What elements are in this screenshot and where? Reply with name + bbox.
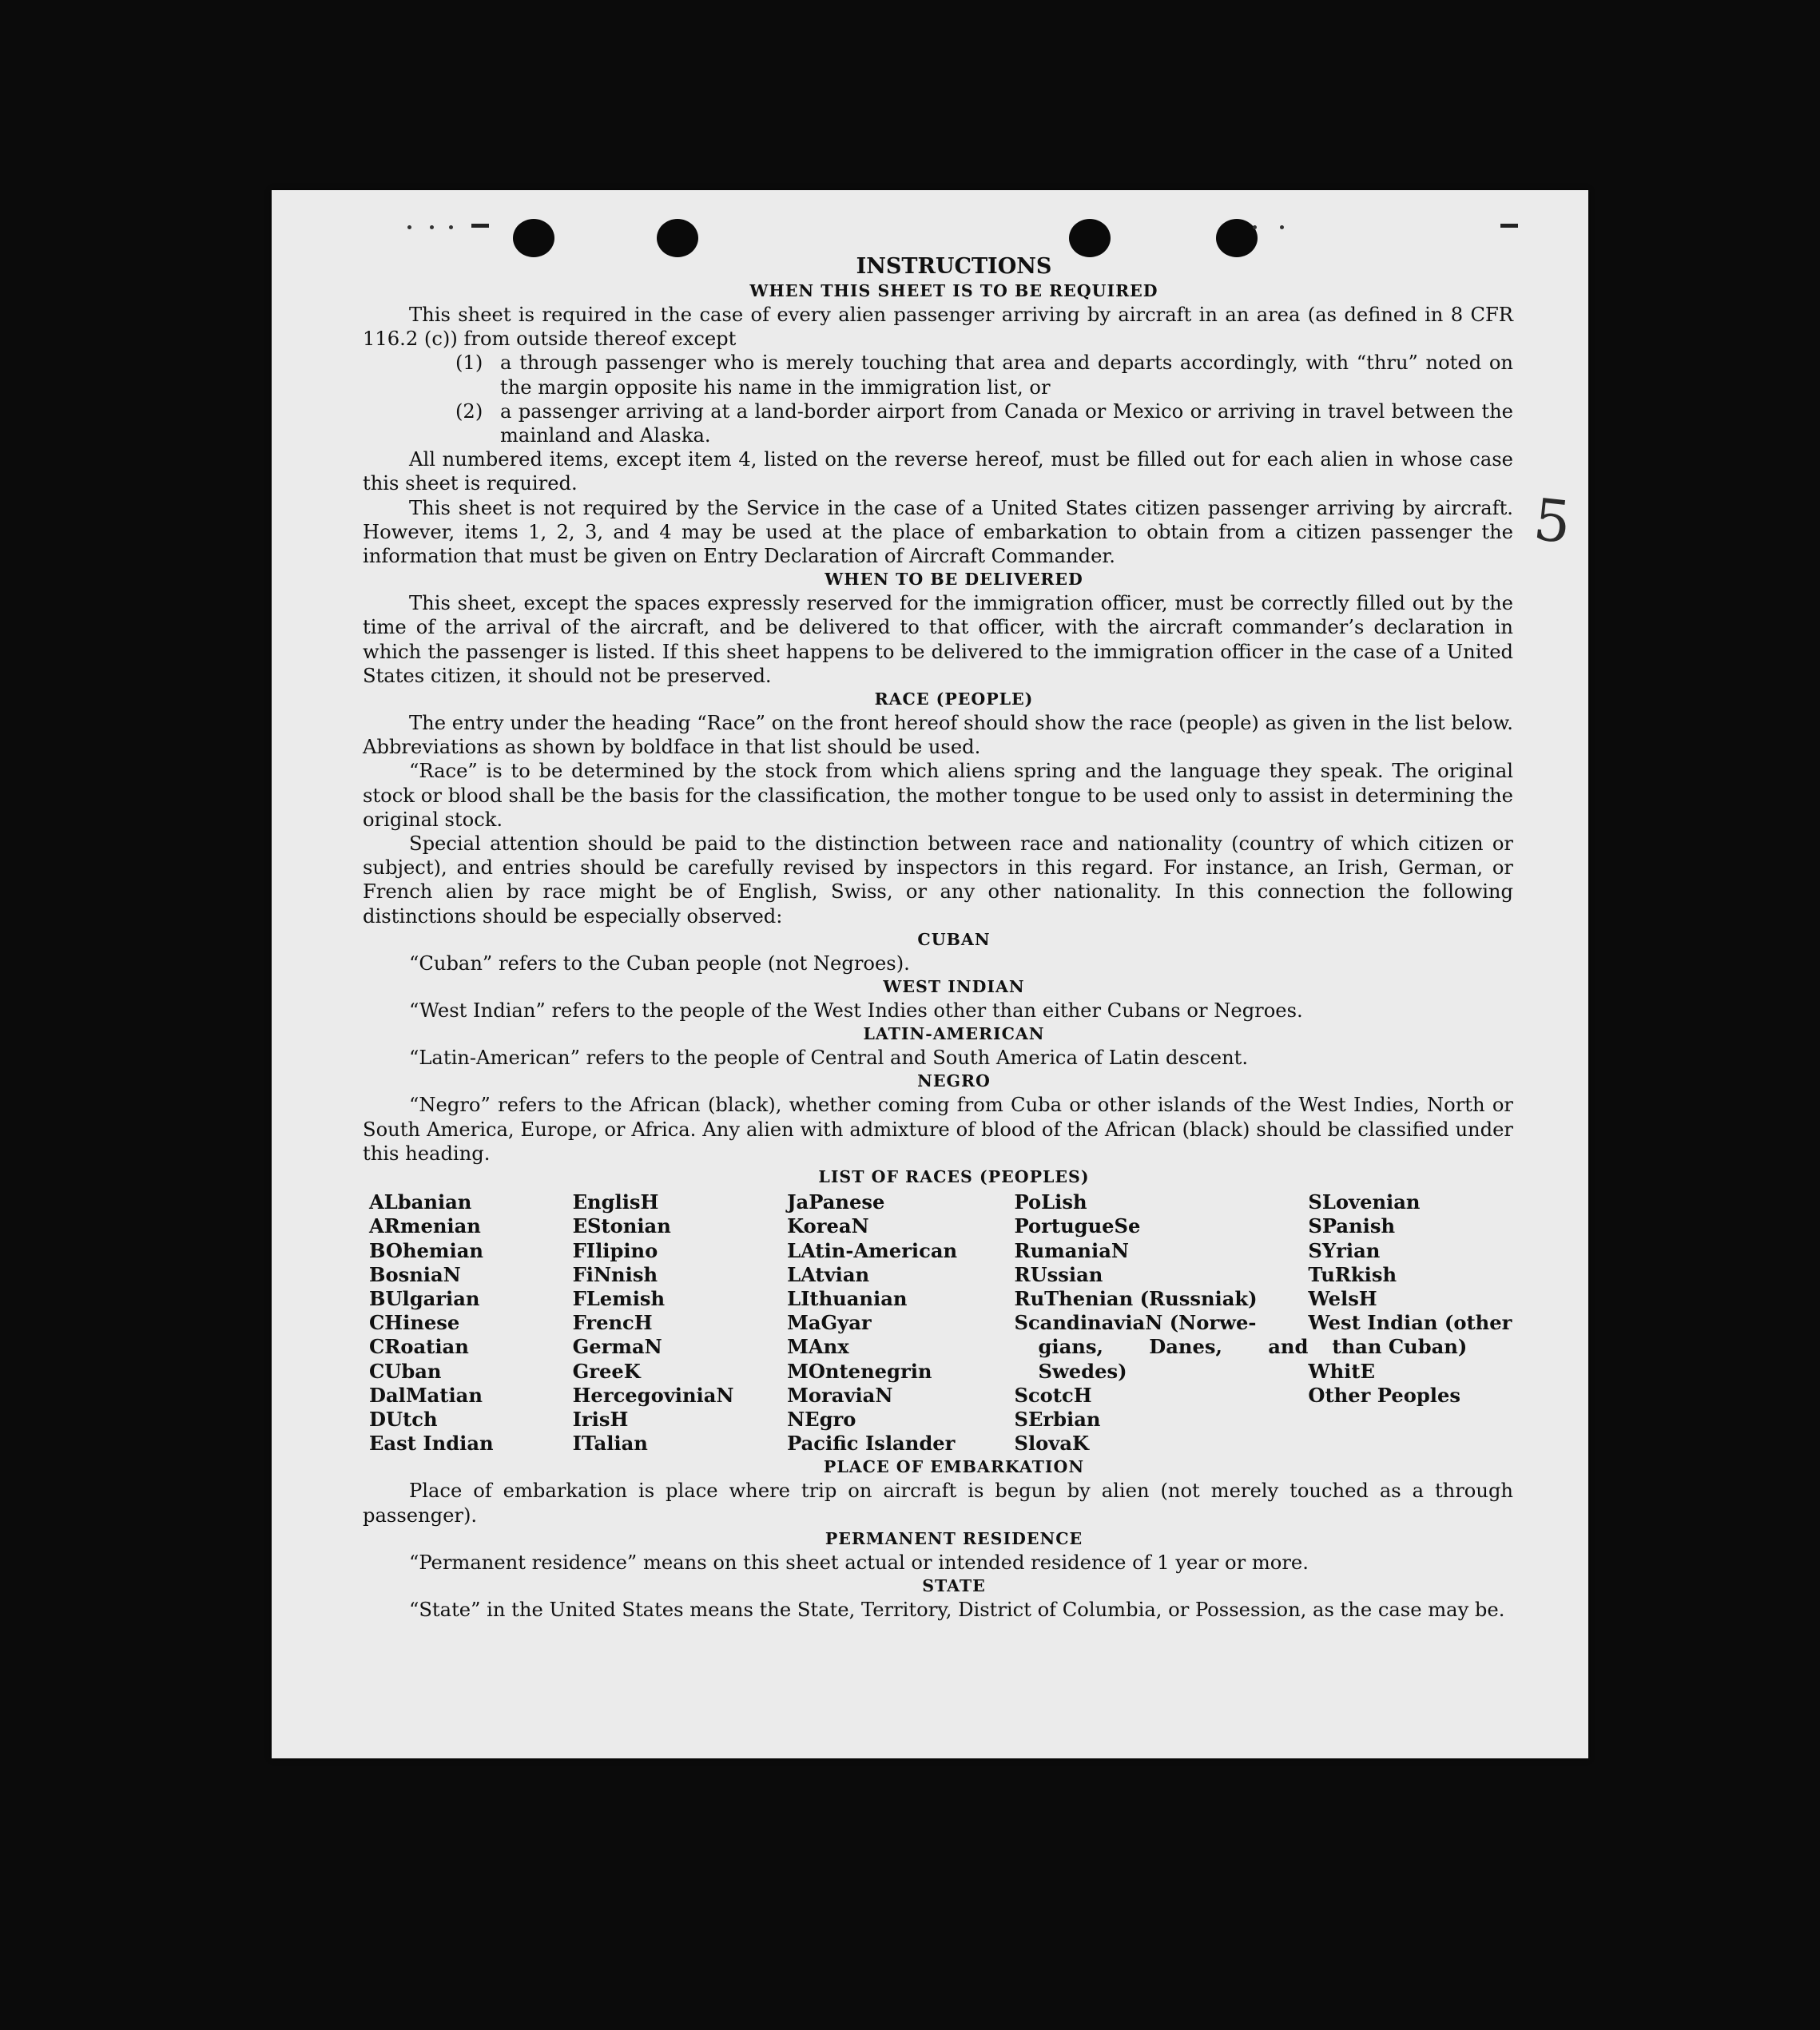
races-column: [573, 1190, 788, 1456]
races-column: [787, 1190, 1014, 1456]
race-entry: ARmenian: [369, 1214, 481, 1238]
instructions-content: [363, 254, 1513, 1622]
section-heading: WHEN TO BE DELIVERED: [825, 570, 1083, 590]
section-heading: WEST INDIAN: [883, 977, 1025, 997]
race-entry: RuThenian (Russniak): [1014, 1286, 1258, 1310]
section-heading: CUBAN: [917, 929, 991, 949]
paragraph: “Negro” refers to the African (black), whether coming from Cuba or other islands of the West Indies, North or South America, Europe, or Africa. Any alien with admixture of blood of the African (black) should be classified under this heading.: [363, 1094, 1513, 1165]
race-entry: RumaniaN: [1014, 1238, 1129, 1262]
race-entry: EnglisH: [572, 1190, 659, 1214]
race-entry: FLemish: [572, 1286, 666, 1310]
race-entry: IrisH: [572, 1407, 629, 1431]
margin-mark: [407, 225, 411, 229]
race-entry: WelsH: [1308, 1286, 1377, 1310]
race-entry: SLovenian: [1308, 1190, 1421, 1214]
race-entry: CUban: [369, 1359, 442, 1383]
races-column: [369, 1190, 573, 1456]
punch-hole: [657, 219, 698, 257]
race-entry: CRoatian: [369, 1335, 469, 1359]
document-sheet: [272, 190, 1588, 1758]
paragraph: Place of embarkation is place where trip on aircraft is begun by alien (not merely touched as a through passenger).: [363, 1480, 1513, 1527]
race-entry: Pacific Islander: [787, 1432, 956, 1456]
race-entry-continued: Swedes): [1038, 1359, 1127, 1383]
list-item: [455, 351, 1513, 399]
race-entry: BosniaN: [369, 1262, 461, 1286]
race-entry: TuRkish: [1308, 1262, 1397, 1286]
race-entry: East Indian: [369, 1432, 494, 1456]
item-text: a passenger arriving at a land-border airport from Canada or Mexico or arriving in travel between the mainland and Alaska.: [500, 399, 1513, 447]
page-title: INSTRUCTIONS: [856, 254, 1052, 279]
race-entry: GreeK: [572, 1359, 641, 1383]
race-entry: LAtin-American: [787, 1238, 958, 1262]
paragraph: Special attention should be paid to the distinction between race and nationality (country of which citizen or subject), and entries should be carefully revised by inspectors in this regard. For instance, an Irish, German, or French alien by race might be of English, Swiss, or any other nationality. In this connection the following distinctions should be especially observed:: [363, 832, 1513, 928]
race-entry: ALbanian: [369, 1190, 472, 1214]
punch-hole: [513, 219, 554, 257]
race-entry: Other Peoples: [1308, 1383, 1460, 1407]
item-text: a through passenger who is merely touching that area and departs accordingly, with “thru” noted on the margin opposite his name in the immigration list, or: [500, 352, 1513, 399]
punch-hole: [1069, 219, 1111, 257]
paragraph: “Cuban” refers to the Cuban people (not Negroes).: [409, 951, 910, 975]
race-entry: LIthuanian: [787, 1286, 908, 1310]
race-entry: SPanish: [1308, 1214, 1396, 1238]
paragraph: “State” in the United States means the State, Territory, District of Columbia, or Possession, as the case may be.: [409, 1598, 1505, 1621]
margin-mark: [471, 224, 489, 228]
race-entry: PortugueSe: [1014, 1214, 1141, 1238]
list-item: [455, 399, 1513, 447]
item-number: (2): [455, 399, 483, 423]
race-entry: WhitE: [1308, 1359, 1375, 1383]
race-entry: BUlgarian: [369, 1286, 480, 1310]
section-heading: LATIN-AMERICAN: [863, 1024, 1045, 1044]
margin-mark: [1280, 225, 1284, 229]
race-entry: HercegoviniaN: [572, 1383, 734, 1407]
race-entry: FIlipino: [572, 1238, 658, 1262]
margin-mark: [1253, 225, 1257, 229]
race-entry: JaPanese: [787, 1190, 885, 1214]
paragraph: All numbered items, except item 4, listed on the reverse hereof, must be filled out for each alien in whose case this sheet is required.: [363, 448, 1513, 495]
section-heading: PLACE OF EMBARKATION: [823, 1457, 1085, 1477]
section-heading: NEGRO: [917, 1071, 991, 1091]
race-entry: SErbian: [1014, 1407, 1101, 1431]
paragraph: “Latin-American” refers to the people of Central and South America of Latin descent.: [409, 1047, 1249, 1070]
race-entry: MaGyar: [787, 1311, 872, 1335]
race-entry: MAnx: [787, 1335, 849, 1359]
race-entry: BOhemian: [369, 1238, 483, 1262]
paragraph: “Race” is to be determined by the stock from which aliens spring and the language they speak. The original stock or blood shall be the basis for the classification, the mother tongue to be used only to assist in determining the original stock.: [363, 760, 1513, 831]
race-entry: SlovaK: [1014, 1432, 1090, 1456]
race-entry: ScotcH: [1014, 1383, 1092, 1407]
race-entry: NEgro: [787, 1407, 856, 1431]
section-heading: PERMANENT RESIDENCE: [825, 1528, 1083, 1548]
race-entry: KoreaN: [787, 1214, 869, 1238]
race-entry: LAtvian: [787, 1262, 870, 1286]
race-entry: PoLish: [1014, 1190, 1087, 1214]
race-entry: ScandinaviaN (Norwe-: [1014, 1311, 1257, 1335]
section-heading: WHEN THIS SHEET IS TO BE REQUIRED: [749, 281, 1158, 300]
race-entry-continued: than Cuban): [1332, 1335, 1468, 1359]
section-heading: RACE (PEOPLE): [874, 689, 1034, 709]
race-entry: RUssian: [1014, 1262, 1103, 1286]
race-entry: ITalian: [572, 1432, 648, 1456]
paragraph: This sheet, except the spaces expressly reserved for the immigration officer, must be correctly filled out by the time of the arrival of the aircraft, and be delivered to that officer, with the aircraft commander’s declaration in which the passenger is listed. If this sheet happens to be delivered to the immigration officer in the case of a United States citizen, it should not be preserved.: [363, 592, 1513, 687]
handwritten-mark: 5: [1530, 485, 1575, 557]
paragraph: This sheet is not required by the Service in the case of a United States citizen passenger arriving by aircraft. However, items 1, 2, 3, and 4 may be used at the place of embarkation to obtain from a citizen passenger the information that must be given on Entry Declaration of Aircraft Commander.: [363, 496, 1513, 568]
paragraph: The entry under the heading “Race” on the front hereof should show the race (people) as given in the list below. Abbreviations as shown by boldface in that list should be used.: [363, 712, 1513, 759]
races-column: [1014, 1190, 1308, 1456]
punch-hole: [1216, 219, 1258, 257]
race-entry: West Indian (other: [1308, 1311, 1512, 1335]
race-entry: DUtch: [369, 1407, 438, 1431]
margin-mark: [449, 225, 453, 229]
margin-mark: [430, 225, 434, 229]
race-entry: EStonian: [572, 1214, 671, 1238]
races-list: [369, 1190, 1513, 1456]
section-heading: STATE: [922, 1575, 986, 1595]
race-entry: FiNnish: [572, 1262, 658, 1286]
race-entry-continued: gians, Danes, and: [1038, 1335, 1309, 1359]
race-entry: SYrian: [1308, 1238, 1381, 1262]
paragraph: “West Indian” refers to the people of the West Indies other than either Cubans or Negroes.: [409, 999, 1303, 1023]
section-heading: LIST OF RACES (PEOPLES): [818, 1167, 1090, 1187]
race-entry: GermaN: [572, 1335, 662, 1359]
race-entry: DalMatian: [369, 1383, 483, 1407]
race-entry: FrencH: [572, 1311, 653, 1335]
margin-mark: [1500, 224, 1518, 228]
race-entry: CHinese: [369, 1311, 460, 1335]
race-entry: MoraviaN: [787, 1383, 893, 1407]
item-number: (1): [455, 352, 483, 375]
paragraph: This sheet is required in the case of every alien passenger arriving by aircraft in an area (as defined in 8 CFR 116.2 (c)) from outside thereof except: [363, 304, 1513, 351]
races-column: [1308, 1190, 1513, 1456]
race-entry: MOntenegrin: [787, 1359, 932, 1383]
paragraph: “Permanent residence” means on this sheet actual or intended residence of 1 year or more.: [409, 1551, 1309, 1574]
